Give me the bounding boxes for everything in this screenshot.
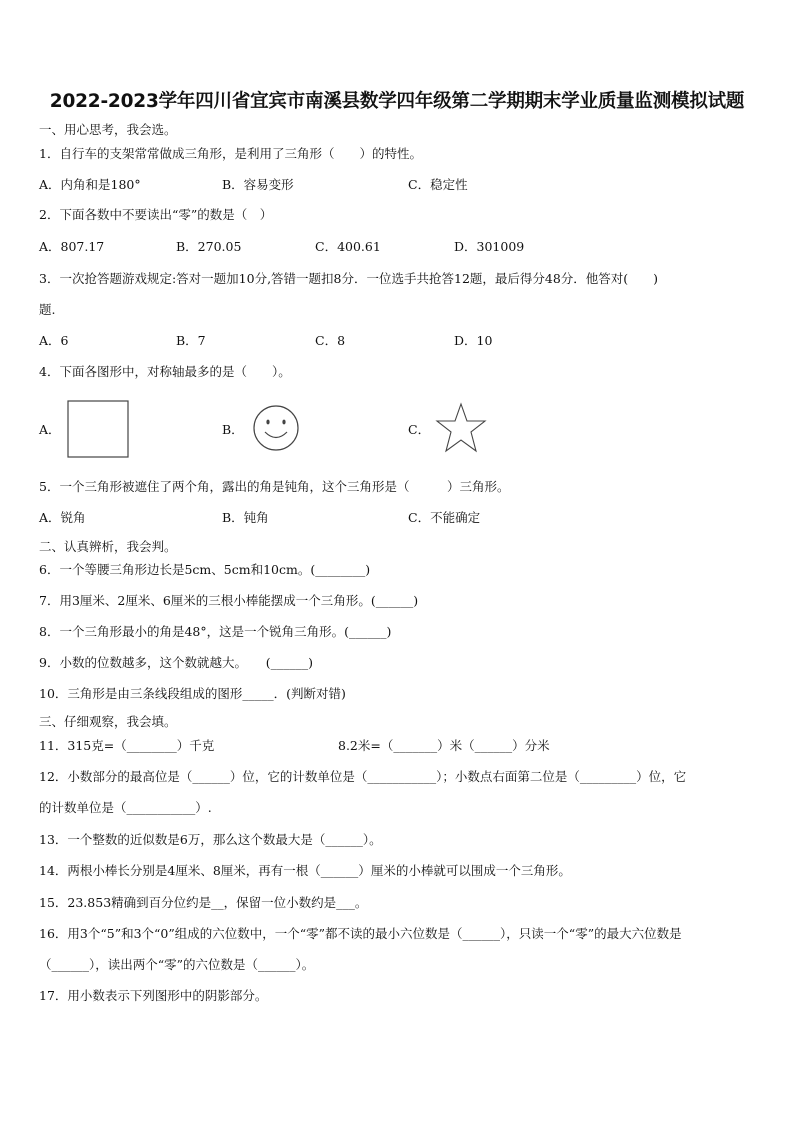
question-5: 5．一个三角形被遮住了两个角，露出的角是钝角，这个三角形是（ ）三角形。 <box>39 479 510 494</box>
smiley-face-icon <box>251 403 301 453</box>
question-16-line-1: 16．用3个“5”和3个“0”组成的六位数中，一个“零”都不读的最小六位数是（______），只读一个“零”的最大六位数是 <box>39 926 682 941</box>
q1-option-a: A．内角和是180° <box>39 177 141 192</box>
question-7: 7．用3厘米、2厘米、6厘米的三根小棒能摆成一个三角形。(______) <box>39 593 419 608</box>
question-9: 9．小数的位数越多，这个数就越大。 (______) <box>39 655 313 670</box>
q3-option-d: D．10 <box>454 333 493 348</box>
q4-option-c: C． <box>408 422 431 437</box>
question-4: 4．下面各图形中，对称轴最多的是（ ）。 <box>39 364 291 379</box>
question-16-line-2: （______），读出两个“零”的六位数是（______）。 <box>39 957 315 972</box>
q2-option-b: B．270.05 <box>176 239 242 254</box>
question-14: 14．两根小棒长分别是4厘米、8厘米，再有一根（______）厘米的小棒就可以围成一个三角形。 <box>39 863 571 878</box>
page-title: 2022-2023学年四川省宜宾市南溪县数学四年级第二学期期末学业质量监测模拟试题 <box>49 91 745 112</box>
star-shape-icon <box>434 401 488 455</box>
section-1-heading: 一、用心思考，我会选。 <box>39 122 177 137</box>
question-11-part-b: 8.2米=（_______）米（______）分米 <box>338 738 550 753</box>
question-12-line-1: 12．小数部分的最高位是（______）位，它的计数单位是（___________）；小数点右面第二位是（_________）位，它 <box>39 769 687 784</box>
question-2: 2．下面各数中不要读出“零”的数是（ ） <box>39 207 273 222</box>
question-10: 10．三角形是由三条线段组成的图形_____．(判断对错) <box>39 686 346 701</box>
q3-option-a: A．6 <box>39 333 69 348</box>
q4-option-b: B． <box>222 422 244 437</box>
question-3-line-2: 题. <box>39 302 56 317</box>
question-11-part-a: 11．315克=（________）千克 <box>39 738 215 753</box>
q5-option-b: B．钝角 <box>222 510 269 525</box>
section-2-heading: 二、认真辨析，我会判。 <box>39 539 177 554</box>
question-13: 13．一个整数的近似数是6万，那么这个数最大是（______）。 <box>39 832 382 847</box>
section-3-heading: 三、仔细观察，我会填。 <box>39 714 177 729</box>
question-17: 17．用小数表示下列图形中的阴影部分。 <box>39 988 268 1003</box>
q1-option-b: B．容易变形 <box>222 177 294 192</box>
q2-option-c: C．400.61 <box>315 239 381 254</box>
q5-option-a: A．锐角 <box>39 510 86 525</box>
q3-option-b: B．7 <box>176 333 206 348</box>
q2-option-d: D．301009 <box>454 239 525 254</box>
question-1: 1．自行车的支架常常做成三角形，是利用了三角形（ ）的特性。 <box>39 146 422 161</box>
square-shape-icon <box>66 399 130 459</box>
question-3-line-1: 3．一次抢答题游戏规定:答对一题加10分,答错一题扣8分．一位选手共抢答12题，最后得分48分．他答对( ) <box>39 271 659 286</box>
q4-option-a: A． <box>39 422 61 437</box>
q1-option-c: C．稳定性 <box>408 177 468 192</box>
q5-option-c: C．不能确定 <box>408 510 481 525</box>
question-6: 6．一个等腰三角形边长是5cm、5cm和10cm。(________) <box>39 562 371 577</box>
question-15: 15．23.853精确到百分位约是__，保留一位小数约是___。 <box>39 895 368 910</box>
q3-option-c: C．8 <box>315 333 346 348</box>
question-8: 8．一个三角形最小的角是48°，这是一个锐角三角形。(______) <box>39 624 392 639</box>
question-12-line-2: 的计数单位是（___________）. <box>39 800 212 815</box>
q2-option-a: A．807.17 <box>39 239 105 254</box>
